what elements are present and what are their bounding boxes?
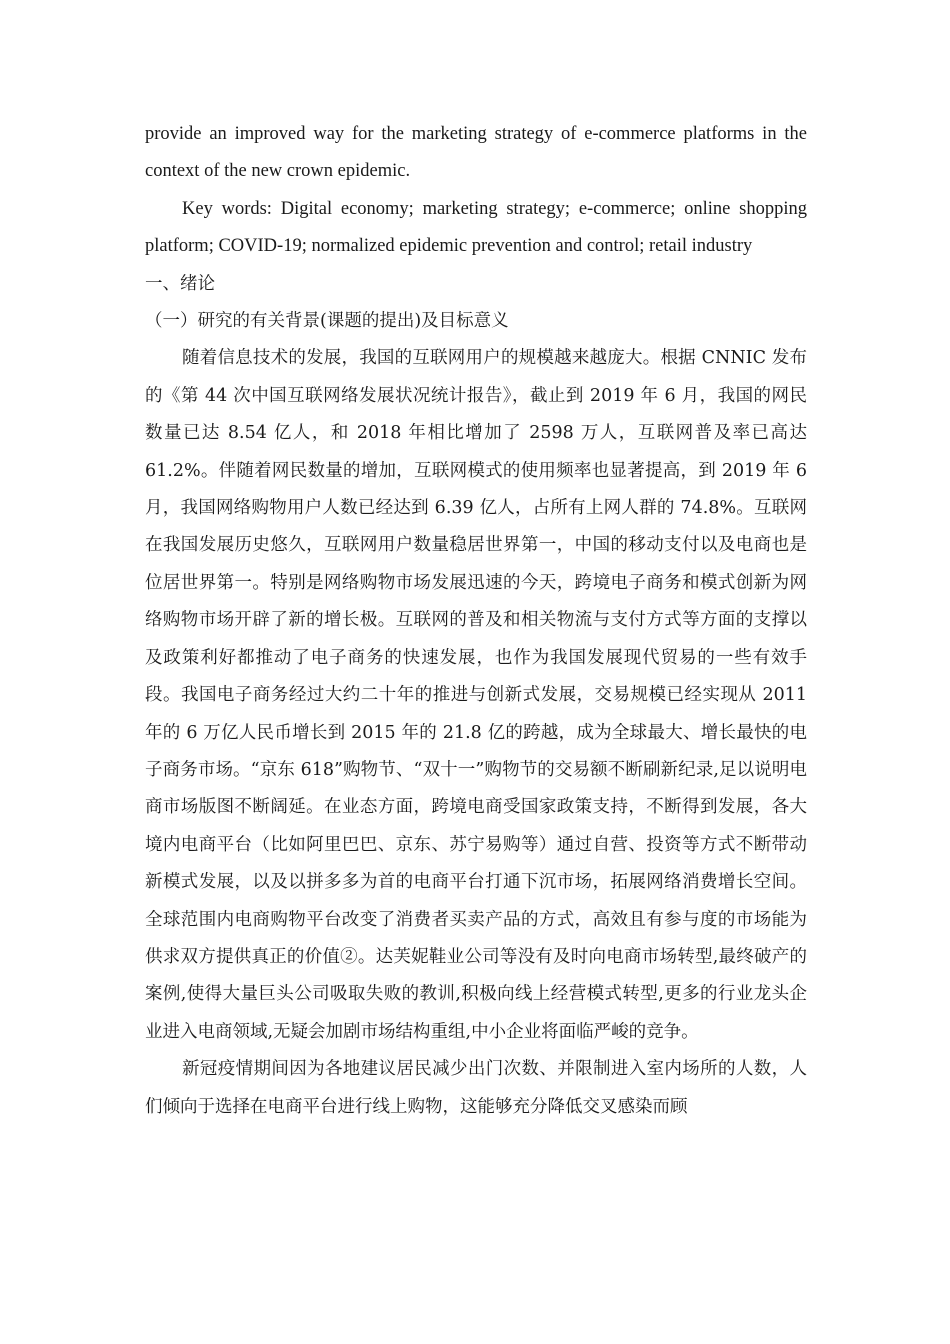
keywords-paragraph: Key words: Digital economy; marketing strategy; e-commerce; online shopping platform; COVID-19; normalized epidemic prevention and control; retail industry bbox=[145, 198, 807, 257]
document-body bbox=[145, 116, 807, 1126]
subsection-heading: （一）研究的有关背景(课题的提出)及目标意义 bbox=[145, 311, 509, 332]
body-paragraph-1: 随着信息技术的发展，我国的互联网用户的规模越来越庞大。根据 CNNIC 发布的《第 44 次中国互联网络发展状况统计报告》，截止到 2019 年 6 月，我国的网民数量已达 8.54 亿人，和 2018 年相比增加了 2598 万人，互联网普及率已高达 61.2%。伴随着网民数量的增加，互联网模式的使用频率也显著提高，到 2019 年 6 月，我国网络购物用户人数已经达到 6.39 亿人，占所有上网人群的 74.8%。互联网在我国发展历史悠久，互联网用户数量稳居世界第一，中国的移动支付以及电商也是位居世界第一。特别是网络购物市场发展迅速的今天，跨境电子商务和模式创新为网络购物市场开辟了新的增长极。互联网的普及和相关物流与支付方式等方面的支撑以及政策利好都推动了电子商务的快速发展，也作为我国发展现代贸易的一些有效手段。我国电子商务经过大约二十年的推进与创新式发展，交易规模已经实现从 2011 年的 6 万亿人民币增长到 2015 年的 21.8 亿的跨越，成为全球最大、增长最快的电子商务市场。“京东 618”购物节、“双十一”购物节的交易额不断刷新纪录,足以说明电商市场版图不断阔延。在业态方面，跨境电商受国家政策支持，不断得到发展，各大境内电商平台（比如阿里巴巴、京东、苏宁易购等）通过自营、投资等方式不断带动新模式发展，以及以拼多多为首的电商平台打通下沉市场，拓展网络消费增长空间。全球范围内电商购物平台改变了消费者买卖产品的方式，高效且有参与度的市场能为供求双方提供真正的价值②。达芙妮鞋业公司等没有及时向电商市场转型,最终破产的案例,使得大量巨头公司吸取失败的教训,积极向线上经营模式转型,更多的行业龙头企业进入电商领域,无疑会加剧市场结构重组,中小企业将面临严峻的竞争。 bbox=[145, 348, 807, 1042]
body-paragraph-2: 新冠疫情期间因为各地建议居民减少出门次数、并限制进入室内场所的人数，人们倾向于选择在电商平台进行线上购物，这能够充分降低交叉感染而顾 bbox=[145, 1059, 807, 1117]
abstract-tail-paragraph: provide an improved way for the marketing strategy of e-commerce platforms in the context of the new crown epidemic. bbox=[145, 124, 807, 182]
section-heading: 一、绪论 bbox=[145, 273, 215, 294]
